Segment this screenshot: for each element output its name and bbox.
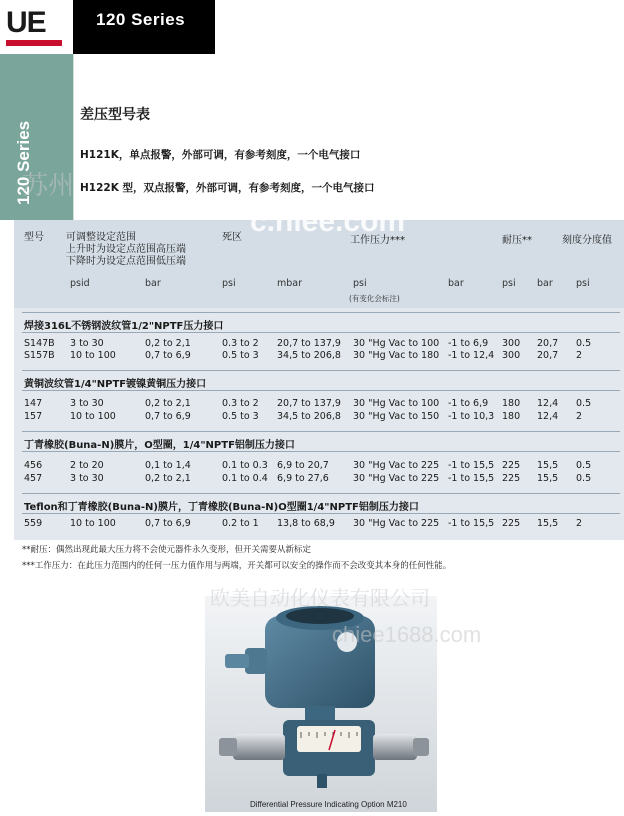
section-title-316l: 焊接316L不锈钢波纹管1/2"NPTF压力接口 xyxy=(24,321,224,332)
cell-scale: 0.5 xyxy=(576,473,592,484)
cell-scale: 2 xyxy=(576,411,583,422)
cell-deadband-mbar: 13,8 to 68,9 xyxy=(277,518,335,529)
logo-text: UE xyxy=(6,6,46,39)
cell-deadband-mbar: 34,5 to 206,8 xyxy=(277,350,341,361)
cell-proof-bar: 12,4 xyxy=(537,411,559,422)
cell-model: 457 xyxy=(24,473,43,484)
cell-working-psi: 30 "Hg Vac to 100 xyxy=(353,338,440,349)
header-scale: 刻度分度值 xyxy=(562,235,612,246)
cell-psid: 10 to 100 xyxy=(70,350,116,361)
cell-scale: 2 xyxy=(576,350,583,361)
unit-working-psi: psi xyxy=(353,278,367,289)
unit-working-bar: bar xyxy=(448,278,464,289)
cell-proof-psi: 300 xyxy=(502,350,521,361)
cell-deadband-psi: 0.5 to 3 xyxy=(222,411,259,422)
cell-model: 456 xyxy=(24,460,43,471)
cell-proof-psi: 300 xyxy=(502,338,521,349)
cell-deadband-mbar: 34,5 to 206,8 xyxy=(277,411,341,422)
cell-deadband-psi: 0.2 to 1 xyxy=(222,518,259,529)
cell-scale: 2 xyxy=(576,518,583,529)
section-title-teflon: Teflon和丁青橡胶(Buna-N)膜片，丁青橡胶(Buna-N)O型圈1/4"NPTF铝制压力接口 xyxy=(24,502,419,513)
cell-bar: 0,2 to 2,1 xyxy=(145,473,191,484)
cell-bar: 0,2 to 2,1 xyxy=(145,338,191,349)
cell-working-psi: 30 "Hg Vac to 225 xyxy=(353,473,440,484)
header-model: 型号 xyxy=(24,232,44,243)
cell-psid: 2 to 20 xyxy=(70,460,104,471)
header-deadband: 死区 xyxy=(222,232,242,243)
cell-working-bar: -1 to 12,4 xyxy=(448,350,495,361)
cell-proof-psi: 225 xyxy=(502,460,521,471)
watermark: chiee1688.com xyxy=(332,622,482,647)
page-title: 差压型号表 xyxy=(80,107,150,123)
cell-working-psi: 30 "Hg Vac to 180 xyxy=(353,350,440,361)
cell-working-bar: -1 to 6,9 xyxy=(448,338,489,349)
cell-model: S157B xyxy=(24,350,55,361)
cell-psid: 3 to 30 xyxy=(70,473,104,484)
cell-deadband-psi: 0.3 to 2 xyxy=(222,338,259,349)
cell-deadband-psi: 0.3 to 2 xyxy=(222,398,259,409)
cell-working-bar: -1 to 10,3 xyxy=(448,411,495,422)
cell-model: S147B xyxy=(24,338,55,349)
cell-proof-bar: 15,5 xyxy=(537,518,559,529)
cell-deadband-psi: 0.1 to 0.4 xyxy=(222,473,268,484)
section-title-brass: 黄铜波纹管1/4"NPTF镀镍黄铜压力接口 xyxy=(24,379,207,390)
cell-deadband-mbar: 6,9 to 20,7 xyxy=(277,460,329,471)
footnote-working-pressure: ***工作压力：在此压力范围内的任何一压力值作用与两端，开关都可以安全的操作而不会改变其本身的任何性能。 xyxy=(22,561,452,571)
cell-psid: 10 to 100 xyxy=(70,518,116,529)
cell-proof-bar: 20,7 xyxy=(537,350,559,361)
unit-proof-bar: bar xyxy=(537,278,553,289)
watermark: 欧美自动化仪表有限公司 xyxy=(210,588,430,610)
watermark: c.hiee.com xyxy=(250,205,406,238)
side-series-title: 120 Series xyxy=(14,120,33,205)
cell-deadband-psi: 0.1 to 0.3 xyxy=(222,460,268,471)
cell-working-psi: 30 "Hg Vac to 225 xyxy=(353,460,440,471)
unit-mbar: mbar xyxy=(277,278,303,289)
cell-deadband-mbar: 6,9 to 27,6 xyxy=(277,473,329,484)
cell-model: 157 xyxy=(24,411,43,422)
description-h122k: H122K 型，双点报警，外部可调，有参考刻度，一个电气接口 xyxy=(80,182,375,194)
cell-proof-psi: 225 xyxy=(502,518,521,529)
cell-psid: 3 to 30 xyxy=(70,398,104,409)
cell-deadband-psi: 0.5 to 3 xyxy=(222,350,259,361)
cell-proof-psi: 180 xyxy=(502,398,521,409)
cell-proof-bar: 20,7 xyxy=(537,338,559,349)
cell-working-bar: -1 to 15,5 xyxy=(448,518,495,529)
cell-working-psi: 30 "Hg Vac to 150 xyxy=(353,411,440,422)
description-h121k: H121K，单点报警，外部可调，有参考刻度，一个电气接口 xyxy=(80,149,361,161)
series-title: 120 Series xyxy=(96,10,186,29)
section-divider xyxy=(22,370,620,371)
unit-psi: psi xyxy=(222,278,236,289)
cell-psid: 10 to 100 xyxy=(70,411,116,422)
section-divider xyxy=(22,431,620,432)
cell-working-bar: -1 to 15,5 xyxy=(448,460,495,471)
section-divider xyxy=(22,493,620,494)
header-range-fall: 下降时为设定点范围低压端 xyxy=(66,256,186,267)
unit-proof-psi: psi xyxy=(502,278,516,289)
cell-bar: 0,7 to 6,9 xyxy=(145,411,191,422)
logo-red-bar xyxy=(6,40,62,46)
header-working-pressure: 工作压力*** xyxy=(350,235,405,246)
cell-bar: 0,2 to 2,1 xyxy=(145,398,191,409)
section-divider xyxy=(22,390,620,391)
footnote-proof-pressure: **耐压：偶然出现此最大压力将不会使元器件永久变形，但开关需要从新标定 xyxy=(22,545,312,555)
cell-model: 559 xyxy=(24,518,43,529)
unit-bar: bar xyxy=(145,278,161,289)
cell-proof-psi: 225 xyxy=(502,473,521,484)
cell-working-bar: -1 to 15,5 xyxy=(448,473,495,484)
cell-deadband-mbar: 20,7 to 137,9 xyxy=(277,398,341,409)
cell-working-bar: -1 to 6,9 xyxy=(448,398,489,409)
cell-bar: 0,7 to 6,9 xyxy=(145,350,191,361)
section-divider xyxy=(22,513,620,514)
cell-proof-bar: 15,5 xyxy=(537,473,559,484)
section-divider xyxy=(22,332,620,333)
section-divider xyxy=(22,312,620,313)
cell-bar: 0,1 to 1,4 xyxy=(145,460,191,471)
cell-scale: 0.5 xyxy=(576,460,592,471)
cell-proof-bar: 15,5 xyxy=(537,460,559,471)
header-range: 可调整设定范围 xyxy=(66,232,136,243)
cell-proof-psi: 180 xyxy=(502,411,521,422)
cell-working-psi: 30 "Hg Vac to 100 xyxy=(353,398,440,409)
cell-deadband-mbar: 20,7 to 137,9 xyxy=(277,338,341,349)
unit-psid: psid xyxy=(70,278,90,289)
cell-model: 147 xyxy=(24,398,43,409)
unit-scale-psi: psi xyxy=(576,278,590,289)
header-proof-pressure: 耐压** xyxy=(502,235,532,246)
header-range-rise: 上升时为设定点范围高压端 xyxy=(66,244,186,255)
cell-scale: 0.5 xyxy=(576,398,592,409)
section-divider xyxy=(22,451,620,452)
watermark: 苏州 xyxy=(22,170,75,200)
cell-bar: 0,7 to 6,9 xyxy=(145,518,191,529)
cell-proof-bar: 12,4 xyxy=(537,398,559,409)
cell-psid: 3 to 30 xyxy=(70,338,104,349)
cell-scale: 0.5 xyxy=(576,338,592,349)
cell-working-psi: 30 "Hg Vac to 225 xyxy=(353,518,440,529)
section-title-buna: 丁青橡胶(Buna-N)膜片，O型圈，1/4"NPTF铝制压力接口 xyxy=(24,440,295,451)
unit-note: (有变化会标注) xyxy=(349,294,400,303)
photo-caption: Differential Pressure Indicating Option M210 xyxy=(250,800,407,809)
